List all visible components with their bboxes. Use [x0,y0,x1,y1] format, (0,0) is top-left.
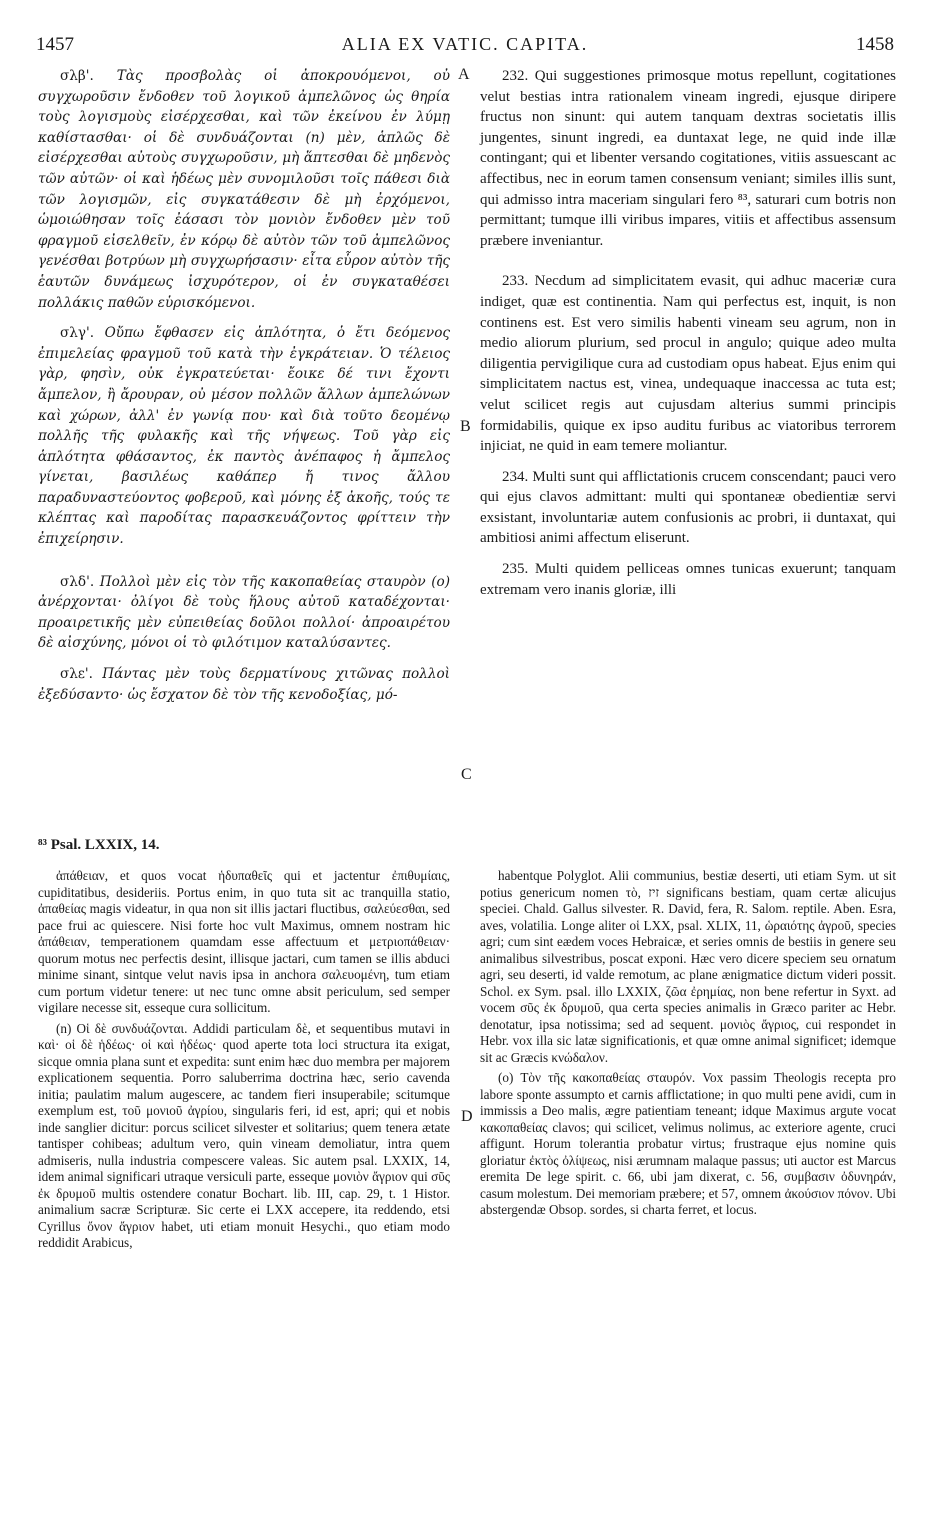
latin-text-column [480,66,896,610]
section-marker-a: A [458,66,470,83]
section-marker-b: B [460,418,471,435]
latin-chapter-number: 233. [502,273,529,290]
latin-paragraph [480,271,896,456]
latin-paragraph-text: Multi sunt qui afflictationis crucem conscendant; pauci vero qui ejus clavos admittant: multi qui spontaneæ obedientiæ servi exsistant, involuntariæ autem confusionis ac probri, ii duntaxat, qui ambitiosi animi affectum eliserunt. [480,468,896,547]
greek-text-column [38,66,450,715]
latin-paragraph [480,467,896,549]
greek-paragraph-text: Πάντας μὲν τοὺς δερματίνους χιτῶνας πολλοὶ ἐξεδύσαντο· ὡς ἔσχατον δὲ τὸν τῆς κενοδοξίας, μό- [38,666,450,703]
notes-left-column [38,868,450,1256]
note-paragraph: (n) Οἱ δὲ συνδυάζονται. Addidi particulam δὲ, et sequentibus mutavi in καὶ· οἱ δὲ ἡδέως· οἱ καὶ ἡδέως· quod aperte tota loci structura ita exigat, sicque omnia plana sunt et expedita: sunt enim hæc duo membra per majorem explicationem sequentia. Porro saluberrima doctrina hæc, serio cavenda initia; paulatim malum augescere, ac tandem fieri insuperabile; scitumque exemplum est, τοῦ μονιοῦ ἀγρίου, singularis feri, id est, apri; qui et nobis inde sanglier dicitur: porcus scilicet silvester et solitarius; quem tenera ætate tantisper cohibeas; adultum vero, quin vineam demoliatur, intra quem admiseris, nulla industria compescere valeas. Sic autem psal. LXXIX, 14, idem animal significari utraque versiculi parte, esseque μονιὸν ἄγριον qui σῦς ἐκ δρυμοῦ multis ostendere conatur Bochart. lib. III, cap. 29, t. 1 Histor. animalium sacræ Scripturæ. Sic certe ei LXX accepere, ita reddendo, etsi Cyrillus ὄνον ἄγριον habet, uti etiam monuit Hesychi., quo etiam modo reddidit Arabicus, [38,1020,450,1250]
greek-paragraph-text: Πολλοὶ μὲν εἰς τὸν τῆς κακοπαθείας σταυρὸν (o) ἀνέρχονται· ὀλίγοι δὲ τοὺς ἥλους αὐτοῦ καταδέχονται· προαιρετικῆς μὲν εὐπειθείας δοῦλοι πολλοί· ἀπροαιρέτου δὲ αἰσχύνης, μόνοι οἱ τὸ φιλότιμον καταλύσαντες. [38,573,450,652]
latin-paragraph-text: Multi quidem pelliceas omnes tunicas exuerunt; tanquam extremam vero inanis gloriæ, illi [480,561,897,598]
greek-chapter-number: σλε'. [60,666,93,683]
greek-paragraph-text: Οὔπω ἔφθασεν εἰς ἁπλότητα, ὁ ἔτι δεόμενος ἐπιμελείας φραγμοῦ τοῦ κατὰ τὴν ἐγκράτειαν. Ὁ τέλειος γὰρ, φησὶν, οὐκ ἐγκρατεύεται· ἔοικε δέ τινι ἔχοντι ἄμπελον, ἢ ἄρουραν, οὐ μέσον πολλῶν ἄλλων ἀμπελώνων καὶ χώρων, ἀλλ' ἐν γωνίᾳ που· καὶ διὰ τοῦτο δεομένῳ πολλῆς τῆς φυλακῆς καὶ τῆς νήψεως. Τοῦ γὰρ εἰς ἁπλότητα φθάσαντος, ἐκ παντὸς ἀνέπαφος ἡ ἄμπελος γίνεται, βασιλέως καθάπερ ἤ τινος ἄλλου παραδυναστεύοντος φοβεροῦ, καὶ μόνης ἐξ ἀκοῆς, τούς τε κλέπτας καὶ παροδίτας παρασκευάζοντος φρίττειν τὴν ἐπιχείρησιν. [38,325,450,548]
latin-paragraph [480,66,896,251]
greek-paragraph [38,664,450,705]
greek-chapter-number: σλβ'. [60,68,94,84]
greek-paragraph [38,572,450,654]
note-paragraph: ἀπάθειαν, et quos vocat ἡδυπαθεῖς qui et jactentur ἐπιθυμίαις, cupiditatibus, desideriis. Portus enim, in quo tuta sit ac tranquilla statio, ἀπαθείας magis videatur, in qua non sit illis jactari fluctibus, σαλεύεσθαι, sed pace frui ac quiescere. Nisi forte hoc vult Maximus, omnem nostram hic ἀπάθειαν, temperationem quamdam esse affectuum et μετριοπάθειαν· quorum motus nec perfectis desint, illisque jactari, cum tamen se illis abduci minime sinant, sintque velut navis ipsa in anchora σαλευομένη, tum etiam cum portum videtur tenere: ut nec tunc omne absit periculum, sed semper vigilare necesse sit, esseque cura sollicitum. [38,868,450,1015]
note-paragraph: habentque Polyglot. Alii communius, bestiæ deserti, uti etiam Sym. ut sit potius genericum nomen τὸ, זיז significans bestiam, quam certæ alicujus speciei. Chald. Gallus silvester. R. David, fera, R. Salom. reptile. Aben. Esra, aves, volatilia. Longe aliter οἱ LXX, psal. XLIX, 11, ὡραιότης ἀγροῦ, species agri; cum sint eædem voces Hebraicæ, et series omnis de bestiis in genere seu animalibus silvestribus, poscat exponi. Hæc vero dicere speciem seu ornatum agri, seu deserti, id valde remotum, ac plane ænigmatice dictum videri possit. Schol. ex Sym. psal. illo LXXIX, ζῶα ἐρημίας, non bene refertur in Syxt. ad vocem σῦς ἐκ δρυμοῦ, qua certa species animalis in Græco pariter ac Hebr. denotatur, ipsa notissima; sed ad sequent. μονιὸς ἄγριος, cui respondet in Hebr. vox illa sic latæ significationis, et quæ omne animal significet; idemque sit ac Græcis κνώδαλον. [480,868,896,1065]
section-marker-d: D [461,1108,473,1125]
greek-paragraph [38,323,450,550]
latin-paragraph [480,559,896,600]
latin-paragraph-text: Necdum ad simplicitatem evasit, qui adhuc maceriæ cura indiget, quæ est continentia. Nam qui perfectus est, inquit, is non continens est. Est vero similis habenti vineam seu agrum, non in medio aliorum plurium, sed procul in angulo; quique adeo multa diligentia pervigilique cura ad custodiam opus habeat. Ejus enim qui simplicitatem nactus est, vinea, undequaque inaccessa ac tuta est; velut scilicet regis aut cujusdam alterius summi principis formidabilis, quique ex ipso auditu furibus ac viatoribus terrorem injiciat, ne quid in eam temere moliantur. [480,273,897,455]
latin-chapter-number: 235. [502,561,529,578]
greek-chapter-number: σλγ'. [60,325,95,342]
page-header [36,34,894,58]
greek-paragraph-text: Τὰς προσβολὰς οἱ ἀποκρουόμενοι, οὐ συγχωροῦσιν ἔνδοθεν τοῦ λογικοῦ ἀμπελῶνος ὡς θηρία τοὺς λογισμοὺς εἰσέρχεσθαι, καὶ τῶν ἐκείνου ἐν λύμῃ καθίστασθαι· οἱ δὲ συνδυάζονται (n) μὲν, ἁπλῶς δὲ εἰσέρχεσθαι αὐτοὺς συγχωροῦσιν, μὴ ἅπτεσθαι δὲ μηδενὸς τῶν αὐτῶν· οἱ καὶ ἡδέως μὲν συνομιλοῦσι τοῖς πάθεσι διὰ τῶν λογισμῶν, εἰς συγκατάθεσιν δὲ μὴ ἐρχόμενοι, ὡμοιώθησαν τοῖς ἐάσασι τὸν μονιὸν ἔνδοθεν μὲν τοῦ φραγμοῦ εἰσελθεῖν, ἐν κόρῳ δὲ αὐτὸν τῶν τοῦ ἀμπελῶνος γενέσθαι βοτρύων μὴ συγχωρήσασιν· εἶτα εὗρον αὐτὸν τῆς ἑαυτῶν δυνάμεως ἰσχυρότερον, οἱ ἐν συγκαταθέσει πολλάκις παθῶν εὑρισκόμενοι. [38,68,450,311]
latin-chapter-number: 234. [502,468,529,485]
greek-chapter-number: σλδ'. [60,573,95,590]
note-paragraph: (o) Τὸν τῆς κακοπαθείας σταυρόν. Vox passim Theologis recepta pro labore sponte assumpto et carnis afflictatione; in quo multi pene avidi, cum in immissis a Deo malis, ægre patientiam teneant; idque Maximus argute vocat κακοπαθείας clavos; qui scilicet, velimus nolimus, ac exteriore agente, cruci affigunt. Horum tolerantia probatur virtus; frustraque ejus nomine quis gloriatur ἐκτὸς ὀλίψεως, nisi ærumnam malaque passus; uti auctor est Marcus eremita De lege spirit. c. 66, ubi jam dixerat, c. 56, συμβασιν ὀδυνηράν, casum molestum. Dei memoriam præbere; et 57, omnem ἀκούσιον πόνον. Ubi abstergendæ Obsop. sordes, si charta ferret, et locus. [480,1070,896,1217]
notes-right-column [480,868,896,1223]
latin-chapter-number: 232. [502,68,529,84]
latin-paragraph-text: Qui suggestiones primosque motus repellunt, cogitationes velut bestias intra rationalem vineam ingredi, ejusque diripere fructus non sinunt: qui autem tanquam dextras societatis illis jungentes, sinunt ingredi, ea duntaxat lege, ne quid inde illæ contingant; qui et libenter versando cogitationes, vitiis assuescant ac affectibus, nec in eorum tamen consensum veniant; similes illis sunt, qui admisso intra maceriam singulari fero ⁸³, saturari cum botris non permittant; tumque illi viribus impares, vitiis et affectibus assensum præbere inveniantur. [480,68,896,249]
section-marker-c: C [461,766,472,783]
scripture-footnote: ⁸³ Psal. LXXIX, 14. [38,837,160,853]
running-title: ALIA EX VATIC. CAPITA. [341,34,589,54]
left-page-number: 1457 [36,34,74,55]
greek-paragraph [38,66,450,313]
right-page-number: 1458 [856,34,894,55]
